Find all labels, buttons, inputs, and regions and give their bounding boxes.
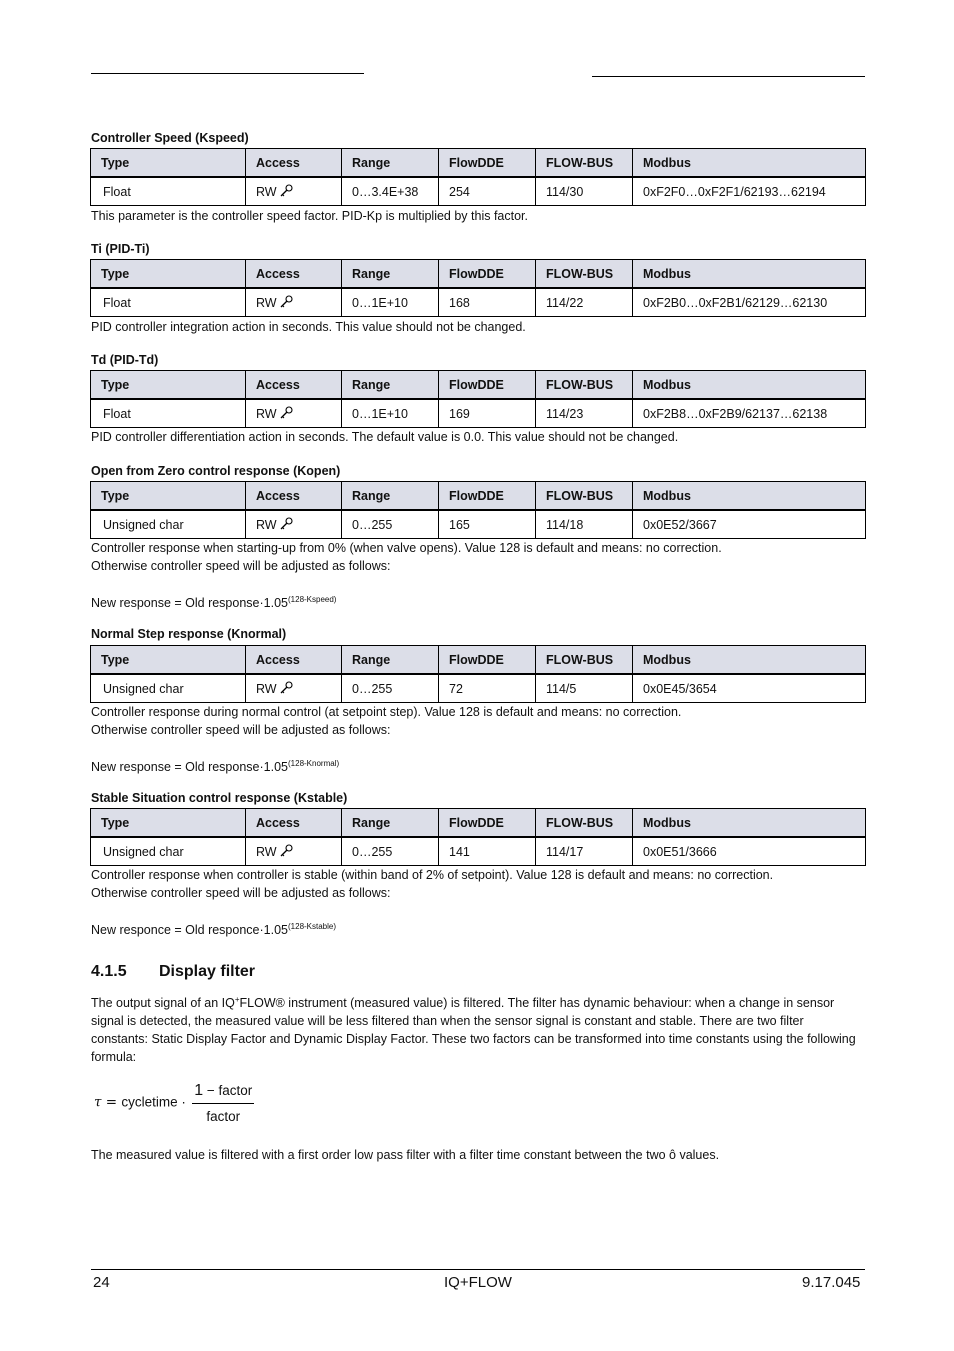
cell-type bbox=[91, 399, 246, 428]
section-title: Open from Zero control response (Kopen) bbox=[91, 464, 341, 478]
parameter-table bbox=[90, 259, 866, 317]
cell-flowdde-text: 254 bbox=[449, 184, 470, 199]
header-type: Type bbox=[91, 149, 246, 178]
response-formula bbox=[91, 918, 336, 939]
section-title: Stable Situation control response (Kstable) bbox=[91, 791, 348, 805]
cell-type-text: Unsigned char bbox=[103, 517, 184, 532]
section-title: Td (PID-Td) bbox=[91, 353, 159, 367]
cell-range bbox=[342, 399, 439, 428]
header-flowbus: FLOW-BUS bbox=[536, 371, 633, 400]
cell-access-text: RW bbox=[256, 407, 277, 421]
cell-access-text: RW bbox=[256, 296, 277, 310]
formula-text: New response = Old response·1.05 bbox=[91, 596, 288, 610]
cell-flowbus bbox=[536, 177, 633, 206]
table-row bbox=[91, 837, 866, 866]
table-row bbox=[91, 510, 866, 539]
cell-type-text: Float bbox=[103, 295, 131, 310]
wrench-icon bbox=[279, 681, 293, 695]
header-flowbus: FLOW-BUS bbox=[536, 809, 633, 838]
table-header-row bbox=[91, 260, 866, 289]
cell-range-text: 0…255 bbox=[352, 844, 393, 859]
wrench-icon bbox=[279, 844, 293, 858]
cell-flowbus bbox=[536, 399, 633, 428]
intro-text-a: The output signal of an IQ bbox=[91, 996, 235, 1010]
cell-type-text: Float bbox=[103, 184, 131, 199]
header-access: Access bbox=[246, 149, 342, 178]
cell-range-text: 0…1E+10 bbox=[352, 295, 408, 310]
formula-text: New response = Old response·1.05 bbox=[91, 760, 288, 774]
header-flowdde: FlowDDE bbox=[439, 260, 536, 289]
header-modbus: Modbus bbox=[633, 149, 866, 178]
header-access: Access bbox=[246, 809, 342, 838]
cell-flowdde-text: 141 bbox=[449, 844, 470, 859]
cell-access-text: RW bbox=[256, 518, 277, 532]
header-modbus: Modbus bbox=[633, 482, 866, 511]
cell-range-text: 0…255 bbox=[352, 681, 393, 696]
cell-type bbox=[91, 510, 246, 539]
header-type: Type bbox=[91, 260, 246, 289]
table-header-row bbox=[91, 646, 866, 675]
description-line: Otherwise controller speed will be adjusted as follows: bbox=[91, 723, 391, 737]
cell-type-text: Unsigned char bbox=[103, 844, 184, 859]
cell-flowdde bbox=[439, 288, 536, 317]
description-line: Controller response when starting-up from 0% (when valve opens). Value 128 is default and means: no correction. bbox=[91, 541, 722, 555]
cell-access bbox=[246, 674, 342, 703]
table-header-row bbox=[91, 482, 866, 511]
response-formula bbox=[91, 591, 336, 612]
wrench-icon bbox=[279, 295, 293, 309]
description-line: Otherwise controller speed will be adjusted as follows: bbox=[91, 559, 391, 573]
cell-modbus bbox=[633, 837, 866, 866]
table-row bbox=[91, 399, 866, 428]
cell-type bbox=[91, 177, 246, 206]
cell-flowdde-text: 169 bbox=[449, 406, 470, 421]
wrench-icon bbox=[279, 184, 293, 198]
cell-range bbox=[342, 288, 439, 317]
table-row bbox=[91, 177, 866, 206]
cell-flowbus-text: 114/17 bbox=[546, 844, 584, 859]
cell-access-text: RW bbox=[256, 682, 277, 696]
footer-product: IQ+FLOW bbox=[444, 1274, 512, 1291]
header-range: Range bbox=[342, 149, 439, 178]
fraction-denominator: factor bbox=[206, 1109, 241, 1124]
header-range: Range bbox=[342, 482, 439, 511]
header-type: Type bbox=[91, 371, 246, 400]
cell-flowbus-text: 114/23 bbox=[546, 406, 584, 421]
header-access: Access bbox=[246, 260, 342, 289]
cell-flowdde-text: 168 bbox=[449, 295, 470, 310]
numerator-minus: − bbox=[206, 1083, 215, 1098]
wrench-icon bbox=[279, 517, 293, 531]
header-range: Range bbox=[342, 260, 439, 289]
cell-type bbox=[91, 674, 246, 703]
cell-type bbox=[91, 837, 246, 866]
closing-paragraph: The measured value is filtered with a first order low pass filter with a filter time constant between the two ô values. bbox=[91, 1148, 720, 1162]
header-flowdde: FlowDDE bbox=[439, 809, 536, 838]
cell-access bbox=[246, 177, 342, 206]
intro-superscript: + bbox=[234, 995, 240, 1004]
cell-flowdde bbox=[439, 510, 536, 539]
heading-number: 4.1.5 bbox=[91, 963, 127, 980]
header-modbus: Modbus bbox=[633, 646, 866, 675]
cell-access bbox=[246, 288, 342, 317]
header-modbus: Modbus bbox=[633, 371, 866, 400]
fraction-numerator bbox=[192, 1082, 254, 1104]
header-flowdde: FlowDDE bbox=[439, 371, 536, 400]
cell-range bbox=[342, 837, 439, 866]
header-modbus: Modbus bbox=[633, 260, 866, 289]
header-flowdde: FlowDDE bbox=[439, 482, 536, 511]
section-description bbox=[91, 207, 528, 225]
footer-page-number: 24 bbox=[93, 1274, 110, 1291]
description-line: PID controller differentiation action in seconds. The default value is 0.0. This value should not be changed. bbox=[91, 430, 679, 444]
equals-sign: = bbox=[105, 1094, 118, 1111]
cell-flowdde bbox=[439, 674, 536, 703]
header-access: Access bbox=[246, 371, 342, 400]
cell-access bbox=[246, 399, 342, 428]
section-description bbox=[91, 703, 681, 739]
cell-modbus-text: 0xF2B0…0xF2B1/62129…62130 bbox=[643, 295, 828, 310]
cell-flowdde-text: 72 bbox=[449, 681, 463, 696]
section-description bbox=[91, 318, 526, 336]
header-flowbus: FLOW-BUS bbox=[536, 482, 633, 511]
header-flowdde: FlowDDE bbox=[439, 646, 536, 675]
cell-modbus-text: 0x0E51/3666 bbox=[643, 844, 717, 859]
cell-flowdde bbox=[439, 399, 536, 428]
header-flowdde: FlowDDE bbox=[439, 149, 536, 178]
tau-symbol: τ bbox=[94, 1094, 102, 1111]
section-heading bbox=[91, 963, 255, 981]
header-rule-left bbox=[91, 73, 364, 74]
header-range: Range bbox=[342, 809, 439, 838]
description-line: Otherwise controller speed will be adjusted as follows: bbox=[91, 886, 391, 900]
cell-modbus bbox=[633, 399, 866, 428]
cell-access-text: RW bbox=[256, 845, 277, 859]
cell-modbus-text: 0x0E45/3654 bbox=[643, 681, 717, 696]
table-header-row bbox=[91, 371, 866, 400]
table-row bbox=[91, 674, 866, 703]
cell-modbus bbox=[633, 674, 866, 703]
numerator-word: factor bbox=[218, 1083, 253, 1098]
cell-modbus bbox=[633, 177, 866, 206]
cell-flowdde bbox=[439, 837, 536, 866]
parameter-table bbox=[90, 481, 866, 539]
wrench-icon bbox=[279, 406, 293, 420]
cell-modbus-text: 0x0E52/3667 bbox=[643, 517, 717, 532]
cell-modbus-text: 0xF2F0…0xF2F1/62193…62194 bbox=[643, 184, 826, 199]
cell-access bbox=[246, 510, 342, 539]
cycletime-term: cycletime · bbox=[121, 1094, 186, 1110]
numerator-one: 1 bbox=[194, 1082, 204, 1099]
section-title: Ti (PID-Ti) bbox=[91, 242, 150, 256]
header-access: Access bbox=[246, 646, 342, 675]
parameter-table bbox=[90, 808, 866, 866]
cell-type-text: Unsigned char bbox=[103, 681, 184, 696]
section-title: Controller Speed (Kspeed) bbox=[91, 131, 249, 145]
cell-flowbus bbox=[536, 837, 633, 866]
header-rule-right bbox=[592, 76, 865, 77]
header-flowbus: FLOW-BUS bbox=[536, 260, 633, 289]
header-range: Range bbox=[342, 646, 439, 675]
description-line: Controller response when controller is stable (within band of 2% of setpoint). Value 128 is default and means: no correction. bbox=[91, 868, 774, 882]
header-modbus: Modbus bbox=[633, 809, 866, 838]
cell-flowbus-text: 114/22 bbox=[546, 295, 584, 310]
cell-modbus-text: 0xF2B8…0xF2B9/62137…62138 bbox=[643, 406, 828, 421]
header-flowbus: FLOW-BUS bbox=[536, 646, 633, 675]
heading-title: Display filter bbox=[159, 963, 256, 980]
description-line: This parameter is the controller speed factor. PID-Kp is multiplied by this factor. bbox=[91, 209, 528, 223]
section-description bbox=[91, 866, 773, 902]
formula-exponent: (128-Kspeed) bbox=[288, 595, 337, 604]
cell-flowbus-text: 114/30 bbox=[546, 184, 584, 199]
intro-paragraph bbox=[91, 991, 863, 1066]
cell-range-text: 0…3.4E+38 bbox=[352, 184, 419, 199]
response-formula bbox=[91, 755, 339, 776]
cell-range-text: 0…1E+10 bbox=[352, 406, 408, 421]
parameter-table bbox=[90, 148, 866, 206]
description-line: PID controller integration action in seconds. This value should not be changed. bbox=[91, 320, 526, 334]
fraction bbox=[192, 1082, 254, 1124]
cell-flowbus bbox=[536, 288, 633, 317]
header-type: Type bbox=[91, 809, 246, 838]
cell-flowbus-text: 114/5 bbox=[546, 681, 577, 696]
cell-access bbox=[246, 837, 342, 866]
cell-modbus bbox=[633, 510, 866, 539]
header-type: Type bbox=[91, 646, 246, 675]
cell-range bbox=[342, 177, 439, 206]
table-header-row bbox=[91, 809, 866, 838]
formula-text: New responce = Old responce·1.05 bbox=[91, 923, 288, 937]
table-row bbox=[91, 288, 866, 317]
table-header-row bbox=[91, 149, 866, 178]
section-description bbox=[91, 428, 678, 446]
formula-exponent: (128-Knormal) bbox=[288, 759, 340, 768]
footer-rule bbox=[91, 1269, 865, 1270]
cell-range bbox=[342, 510, 439, 539]
header-range: Range bbox=[342, 371, 439, 400]
cell-access-text: RW bbox=[256, 185, 277, 199]
section-description bbox=[91, 539, 722, 575]
formula-exponent: (128-Kstable) bbox=[288, 922, 337, 931]
description-line: Controller response during normal control (at setpoint step). Value 128 is default and means: no correction. bbox=[91, 705, 682, 719]
header-flowbus: FLOW-BUS bbox=[536, 149, 633, 178]
cell-flowbus-text: 114/18 bbox=[546, 517, 584, 532]
cell-flowdde-text: 165 bbox=[449, 517, 470, 532]
cell-flowbus bbox=[536, 674, 633, 703]
section-title: Normal Step response (Knormal) bbox=[91, 627, 287, 641]
footer-doc-number: 9.17.045 bbox=[802, 1274, 861, 1291]
intro-text-b: FLOW® instrument (measured value) is filtered. The filter has dynamic behaviour: when a change in sensor signal is detected, the measured value will be less filtered than when the sensor signal is constant and stable. There are two filter constants: Static Display Factor and Dynamic Display Factor. These two factors can be transformed into time constants using the following formula: bbox=[91, 996, 856, 1064]
cell-flowdde bbox=[439, 177, 536, 206]
cell-type bbox=[91, 288, 246, 317]
cell-range bbox=[342, 674, 439, 703]
cell-type-text: Float bbox=[103, 406, 131, 421]
cell-range-text: 0…255 bbox=[352, 517, 393, 532]
header-type: Type bbox=[91, 482, 246, 511]
header-access: Access bbox=[246, 482, 342, 511]
tau-formula bbox=[94, 1082, 254, 1124]
parameter-table bbox=[90, 645, 866, 703]
parameter-table bbox=[90, 370, 866, 428]
cell-flowbus bbox=[536, 510, 633, 539]
cell-modbus bbox=[633, 288, 866, 317]
